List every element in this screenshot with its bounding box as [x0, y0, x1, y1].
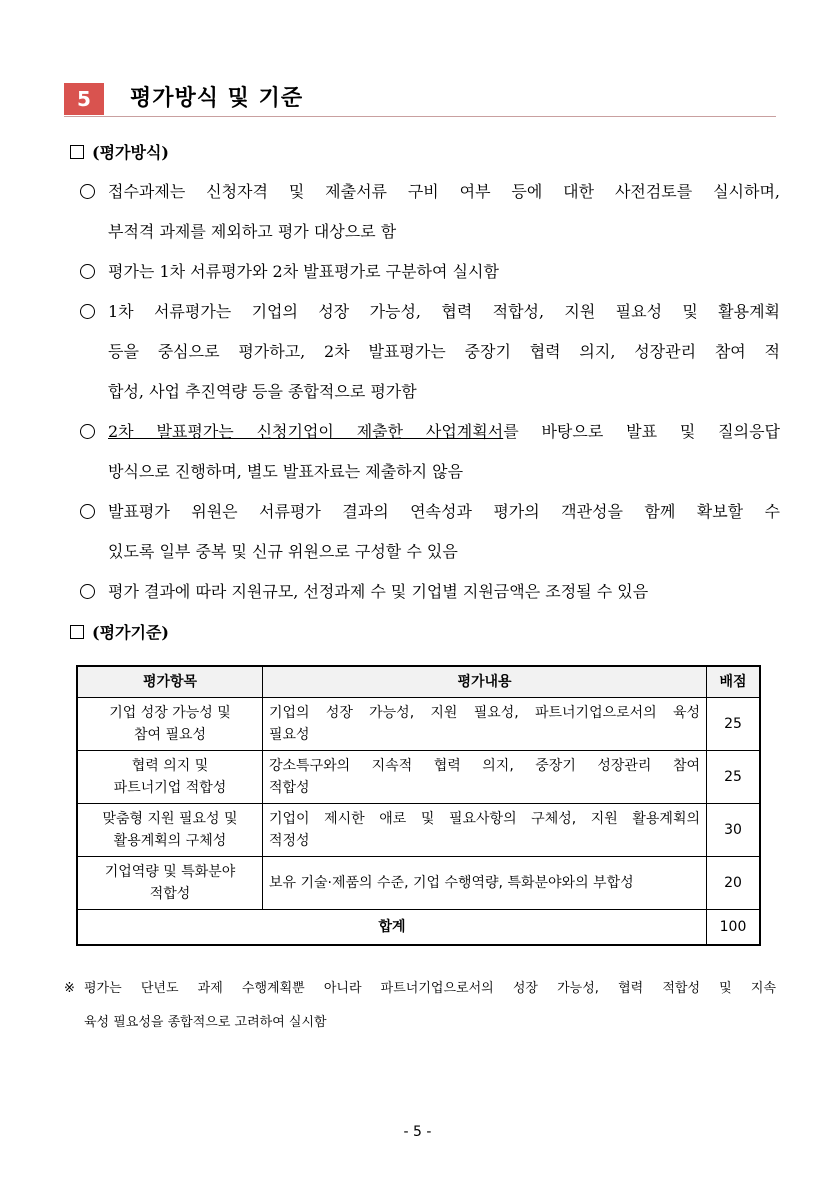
circle-bullet-icon: [80, 264, 95, 279]
criteria-content: 보유 기술·제품의 수준, 기업 수행역량, 특화분야와의 부합성: [263, 857, 707, 910]
total-label: 합계: [77, 910, 707, 946]
circle-bullet-icon: [80, 304, 95, 319]
method-bullet-4: 2차 발표평가는 신청기업이 제출한 사업계획서를 바탕으로 발표 및 질의응답 방식으로 진행하며, 별도 발표자료는 제출하지 않음: [80, 412, 780, 492]
underlined-phrase: 2차 발표평가는 신청기업이 제출한 사업계획서: [108, 422, 504, 441]
criteria-content: 기업의 성장 가능성, 지원 필요성, 파트너기업으로서의 육성 필요성: [263, 698, 707, 751]
footnote: ※ 평가는 단년도 과제 수행계획뿐 아니라 파트너기업으로서의 성장 가능성, 협력 적합성 및 지속 육성 필요성을 종합적으로 고려하여 실시함: [64, 972, 776, 1040]
criteria-table: [76, 665, 761, 946]
circle-bullet-icon: [80, 504, 95, 519]
criteria-score: 30: [707, 804, 761, 857]
method-bullet-3: 1차 서류평가는 기업의 성장 가능성, 협력 적합성, 지원 필요성 및 활용계획 등을 중심으로 평가하고, 2차 발표평가는 중장기 협력 의지, 성장관리 참여 적 합성, 사업 추진역량 등을 종합적으로 평가함: [80, 292, 780, 412]
circle-bullet-icon: [80, 424, 95, 439]
criteria-item: 기업 성장 가능성 및 참여 필요성: [77, 698, 263, 751]
circle-bullet-icon: [80, 184, 95, 199]
method-bullet-5: 발표평가 위원은 서류평가 결과의 연속성과 평가의 객관성을 함께 확보할 수 있도록 일부 중복 및 신규 위원으로 구성할 수 있음: [80, 492, 780, 572]
table-row: [77, 804, 760, 857]
section-divider: [64, 116, 776, 117]
reference-mark: ※: [64, 981, 75, 996]
checkbox-square-icon: [70, 625, 84, 639]
criteria-score: 20: [707, 857, 761, 910]
criteria-item: 맞춤형 지원 필요성 및 활용계획의 구체성: [77, 804, 263, 857]
criteria-score: 25: [707, 751, 761, 804]
criteria-content: 기업이 제시한 애로 및 필요사항의 구체성, 지원 활용계획의 적정성: [263, 804, 707, 857]
criteria-item: 협력 의지 및 파트너기업 적합성: [77, 751, 263, 804]
checkbox-square-icon: [70, 145, 84, 159]
method-bullet-1: 접수과제는 신청자격 및 제출서류 구비 여부 등에 대한 사전검토를 실시하며, 부적격 과제를 제외하고 평가 대상으로 함: [80, 172, 780, 252]
section-title: 평가방식 및 기준: [130, 86, 304, 111]
column-header: 평가항목: [77, 666, 263, 698]
section-number: 5: [64, 83, 104, 115]
table-row: [77, 751, 760, 804]
criteria-content: 강소특구와의 지속적 협력 의지, 중장기 성장관리 참여 적합성: [263, 751, 707, 804]
column-header: 배점: [707, 666, 761, 698]
page-number: - 5 -: [403, 1124, 432, 1140]
table-header-row: [77, 666, 760, 698]
column-header: 평가내용: [263, 666, 707, 698]
method-heading: (평가방식): [70, 142, 169, 164]
table-total-row: [77, 910, 760, 946]
table-row: [77, 698, 760, 751]
criteria-score: 25: [707, 698, 761, 751]
criteria-item: 기업역량 및 특화분야 적합성: [77, 857, 263, 910]
criteria-heading: (평가기준): [70, 622, 169, 644]
table-row: [77, 857, 760, 910]
section-header: [64, 81, 776, 117]
total-score: 100: [707, 910, 761, 946]
method-bullet-6: 평가 결과에 따라 지원규모, 선정과제 수 및 기업별 지원금액은 조정될 수 있음: [80, 572, 780, 612]
method-bullet-2: 평가는 1차 서류평가와 2차 발표평가로 구분하여 실시함: [80, 252, 780, 292]
circle-bullet-icon: [80, 584, 95, 599]
